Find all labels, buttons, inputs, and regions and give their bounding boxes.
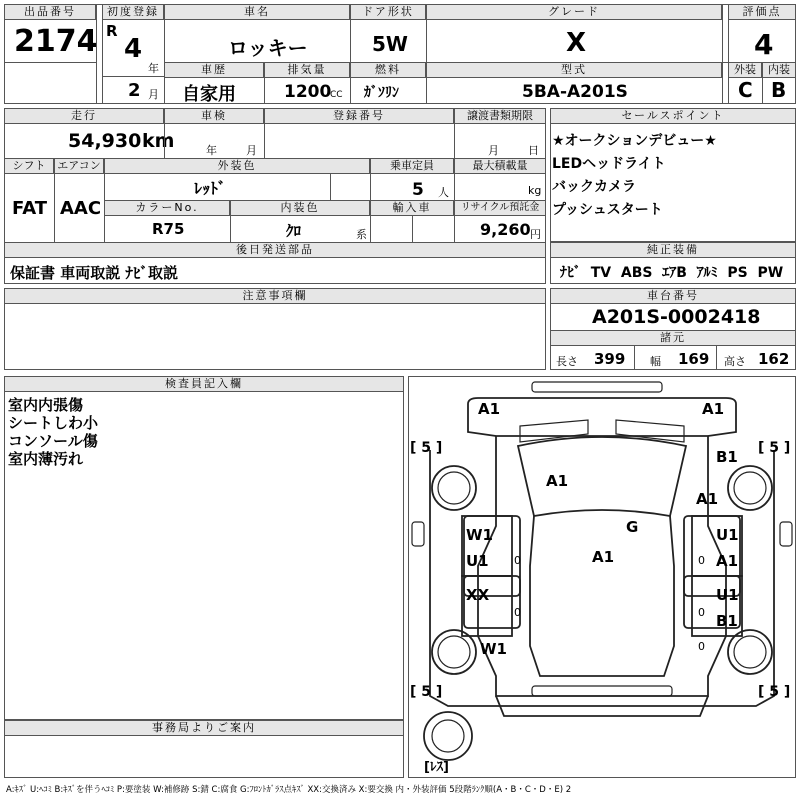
capacity-header: 乗車定員 (370, 158, 454, 174)
chassis-number: A201S-0002418 (592, 306, 761, 328)
equipment-item: TV (590, 265, 612, 281)
spare-tire-label: [ﾚｽ] (424, 760, 449, 775)
lot-header: 出品番号 (4, 4, 96, 20)
damage-label: U1 (716, 526, 739, 544)
length-value: 399 (594, 350, 626, 368)
damage-label: G (626, 518, 639, 536)
transfer-day-unit: 日 (528, 144, 539, 157)
parts-header: 後日発送部品 (4, 242, 546, 258)
small-mark: 0 (698, 606, 705, 619)
car-name: ロッキー (228, 36, 308, 60)
fuel: ｶﾞｿﾘﾝ (364, 85, 399, 101)
color-no-header: カラーNo. (104, 200, 230, 216)
sales-point-item: ★オークションデビュー★ (552, 133, 717, 149)
score-header: 評価点 (728, 4, 796, 20)
era-mark: R (106, 22, 118, 40)
year-unit: 年 (148, 62, 159, 75)
inspector-header: 検査員記入欄 (4, 376, 404, 392)
exterior-score: C (738, 78, 753, 102)
sales-points-header: セールスポイント (550, 108, 796, 124)
notes-header: 注意事項欄 (4, 288, 546, 304)
max-load-header: 最大積載量 (454, 158, 546, 174)
int-color-header: 内装色 (230, 200, 370, 216)
fuel-header: 燃料 (350, 62, 426, 78)
mileage-unit: km (142, 130, 175, 152)
interior-score: B (771, 78, 787, 102)
inspector-line: 室内内張傷 (8, 396, 84, 414)
damage-label: A1 (702, 400, 725, 418)
registration-header: 登録番号 (264, 108, 454, 124)
equipment-item: PS (727, 265, 748, 281)
grade: X (566, 28, 587, 58)
car-diagram (408, 376, 796, 778)
width-label: 幅 (650, 355, 661, 368)
history: 自家用 (182, 84, 236, 105)
sales-point-item: LEDヘッドライト (552, 156, 666, 172)
chassis-header: 車台番号 (550, 288, 796, 304)
inspector-line: コンソール傷 (8, 432, 98, 450)
height-label: 高さ (724, 355, 746, 368)
damage-label: A1 (546, 472, 569, 490)
ext-color-header: 外装色 (104, 158, 370, 174)
car-name-header: 車名 (164, 4, 350, 20)
int-color-unit: 系 (356, 228, 367, 241)
equipment-header: 純正装備 (550, 242, 796, 258)
small-mark: 0 (698, 640, 705, 653)
tread-depth: [ 5 ] (410, 684, 443, 700)
import-header: 輸入車 (370, 200, 454, 216)
inspector-line: シートしわ小 (8, 414, 99, 432)
door-header: ドア形状 (350, 4, 426, 20)
mileage: 54,930 (68, 130, 142, 152)
tread-depth: [ 5 ] (758, 440, 791, 456)
width-value: 169 (678, 350, 710, 368)
damage-label: A1 (696, 490, 719, 508)
displacement-header: 排気量 (264, 62, 350, 78)
height-value: 162 (758, 350, 790, 368)
damage-label: U1 (466, 552, 489, 570)
shift: FAT (12, 198, 48, 219)
color-no: R75 (152, 220, 185, 238)
equipment-item: ﾅﾋﾞ (560, 265, 581, 281)
interior-header: 内装 (762, 62, 796, 78)
small-mark: 0 (514, 606, 521, 619)
damage-label: A1 (478, 400, 501, 418)
max-load-unit: kg (528, 184, 542, 197)
int-color: ｸﾛ (286, 222, 302, 240)
shift-header: シフト (4, 158, 54, 174)
grade-header: グレード (426, 4, 722, 20)
length-label: 長さ (556, 355, 578, 368)
small-mark: 0 (698, 554, 705, 567)
small-mark: 0 (514, 554, 521, 567)
transfer-month-unit: 月 (488, 144, 499, 157)
recycle-fee: 9,260 (480, 220, 531, 239)
month-unit: 月 (148, 88, 159, 101)
tread-depth: [ 5 ] (758, 684, 791, 700)
parts-value: 保証書 車両取説 ﾅﾋﾞ取説 (10, 264, 178, 282)
door-type: 5W (372, 32, 408, 56)
equipment-list (560, 262, 783, 282)
damage-label: U1 (716, 586, 739, 604)
damage-label: A1 (592, 548, 615, 566)
displacement: 1200 (284, 82, 332, 102)
equipment-item: ｱﾙﾐ (696, 265, 718, 281)
equipment-item: ｴｱB (662, 265, 687, 281)
inspection-year-unit: 年 (206, 144, 217, 157)
history-header: 車歴 (164, 62, 264, 78)
capacity: 5 (412, 180, 424, 200)
inspection-month-unit: 月 (246, 144, 257, 157)
cc-unit: CC (330, 90, 343, 100)
dims-header: 諸元 (550, 330, 796, 346)
score: 4 (754, 28, 774, 61)
inspector-line: 室内薄汚れ (8, 450, 84, 468)
sales-point-item: プッシュスタート (552, 202, 663, 218)
parts-box (4, 242, 546, 284)
recycle-header: リサイクル預託金 (454, 200, 546, 216)
legend: A:ｷｽﾞ U:ﾍｺﾐ B:ｷｽﾞを伴うﾍｺﾐ P:要塗装 W:補修跡 S:錆 C:腐食 G:ﾌﾛﾝﾄｶﾞﾗｽ点ｷｽﾞ XX:交換済み X:要交換 内・外装評価 5段階ﾗﾝｸ順(A・B・C・D・E) 2 (6, 785, 572, 795)
inspection-header: 車検 (164, 108, 264, 124)
transfer-header: 譲渡書類期限 (454, 108, 546, 124)
reg-year: 4 (124, 34, 143, 64)
tread-depth: [ 5 ] (410, 440, 443, 456)
ac: AAC (60, 198, 102, 219)
mileage-header: 走行 (4, 108, 164, 124)
lot-number: 2174 (14, 24, 98, 59)
reg-month: 2 (128, 80, 141, 101)
ac-header: エアコン (54, 158, 104, 174)
model-header: 型式 (426, 62, 722, 78)
office-header: 事務局よりご案内 (4, 720, 404, 736)
equipment-item: ABS (620, 265, 653, 281)
damage-label: W1 (480, 640, 507, 658)
damage-label: A1 (716, 552, 739, 570)
damage-label: W1 (466, 526, 493, 544)
sales-points-section (550, 108, 796, 242)
capacity-unit: 人 (438, 186, 449, 199)
damage-label: B1 (716, 612, 738, 630)
damage-label: B1 (716, 448, 738, 466)
recycle-unit: 円 (530, 228, 541, 241)
damage-label: XX (466, 586, 490, 604)
sales-point-item: バックカメラ (552, 179, 636, 195)
first-reg-header: 初度登録 (102, 4, 164, 20)
exterior-header: 外装 (728, 62, 762, 78)
ext-color: ﾚｯﾄﾞ (194, 179, 227, 198)
equipment-item: PW (757, 265, 784, 281)
model-code: 5BA-A201S (522, 82, 628, 102)
